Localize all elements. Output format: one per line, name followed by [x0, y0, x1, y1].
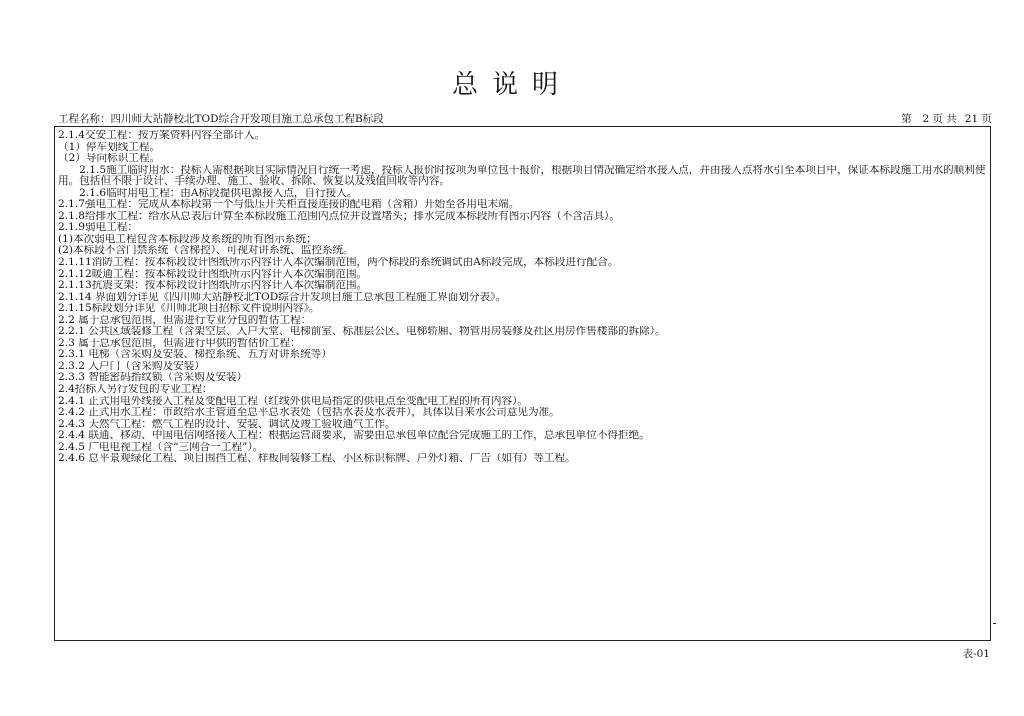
page-suffix: 页: [981, 113, 992, 125]
form-number: 表-01: [962, 648, 990, 660]
text-line: （2）导向标识工程。: [58, 153, 161, 165]
text-line: 2.1.12暖通工程：按本标段设计图纸所示内容计入本次编制范围。: [58, 268, 368, 280]
text-line: 2.1.5施工临时用水：投标人需根据项目实际情况自行统一考虑，投标人报价时按项为单位包干报价，根据项目情况确定给水接入点，并由接入点将水引至本项目中，保证本标段施工用水的顺利使用。包括但不限于设计、手续办理、施工、验收、拆除、恢复以及残值回收等内容。: [58, 164, 986, 188]
text-line: 2.1.7强电工程：完成从本标段第一个与低压开关柜直接连接的配电箱（含箱）开始至各用电末端。: [58, 199, 520, 211]
description-box: [54, 126, 991, 641]
text-line: (1)本次弱电工程包含本标段涉及系统的所有图示系统；: [58, 233, 317, 245]
text-line: 2.4.3 天然气工程：燃气工程的设计、安装、调试及竣工验收通气工作。: [58, 418, 396, 430]
text-line: 2.4.1 正式用电外线接入工程及变配电工程（红线外供电局指定的供电点至变配电工程的所有内容）。: [58, 395, 528, 407]
page-mid: 页 共: [932, 113, 957, 125]
text-line: （1）停车划线工程。: [58, 141, 161, 153]
page-prefix: 第: [901, 113, 912, 125]
text-line: 2.4.4 联通、移动、中国电信网络接入工程：根据运营商要求，需要由总承包单位配合完成施工的工作，总承包单位不得拒绝。: [58, 430, 650, 442]
text-line: 2.4招标人另行发包的专业工程：: [58, 384, 213, 396]
page-current: 2: [922, 113, 930, 125]
text-line: 2.3.2 入户门（含采购及安装）: [58, 360, 205, 372]
text-line: 2.1.4交安工程：按方案资料内容全部计入。: [58, 130, 266, 141]
text-line: 2.1.8给排水工程：给水从总表后计算至本标段施工范围内点位并设置堵头；排水完成本标段所有图示内容（不含洁具）。: [58, 210, 620, 222]
text-line: 2.1.15标段划分详见《川师北项目招标文件说明内容》。: [58, 303, 320, 315]
edge-tick-mark: [993, 623, 996, 624]
text-line: (2)本标段不含门禁系统（含梯控）、可视对讲系统、监控系统。: [58, 245, 354, 257]
text-line: 2.1.13抗震支架：按本标段设计图纸所示内容计入本次编制范围。: [58, 280, 368, 292]
text-line: 2.1.9弱电工程：: [58, 222, 138, 234]
text-line: 2.1.11消防工程：按本标段设计图纸所示内容计入本次编制范围，两个标段的系统调试由A标段完成，本标段进行配合。: [58, 257, 619, 269]
text-line: 2.3.1 电梯（含采购及安装、梯控系统、五方对讲系统等）: [58, 349, 332, 361]
page-title: 总说明: [451, 70, 572, 100]
page-total: 21: [964, 113, 979, 125]
text-line: 2.4.6 总平景观绿化工程、项目围挡工程、样板间装修工程、小区标识标牌、户外灯箱、广告（如有）等工程。: [58, 453, 576, 465]
text-line: 2.2.1 公共区域装修工程（含架空层、入户大堂、电梯前室、标准层公区、电梯轿厢、物管用房装修及社区用房作售楼部的拆除）。: [58, 326, 666, 338]
page-indicator: [901, 111, 992, 126]
text-line: 2.1.14 界面划分详见《四川师大站静校北TOD综合开发项目施工总承包工程施工界面划分表》。: [58, 291, 506, 303]
text-line: 2.3.3 智能密码指纹锁（含采购及安装）: [58, 372, 248, 384]
text-line: 2.1.6临时用电工程：由A标段提供电源接入点，自行接入。: [58, 187, 358, 199]
text-line: 2.3 属于总承包范围，但需进行甲供的暂估价工程：: [58, 337, 301, 349]
text-line: 2.4.2 正式用水工程：市政给水主管道至总平总水表处（包括水表及水表井），具体以自来水公司意见为准。: [58, 407, 560, 419]
text-line: 2.2 属于总承包范围，但需进行专业分包的暂估工程：: [58, 314, 312, 326]
project-name: 工程名称：四川师大站静校北TOD综合开发项目施工总承包工程B标段: [58, 113, 384, 125]
text-line: 2.4.5 广电电视工程（含“三网合一工程”）。: [58, 441, 264, 453]
description-body: [58, 130, 987, 465]
